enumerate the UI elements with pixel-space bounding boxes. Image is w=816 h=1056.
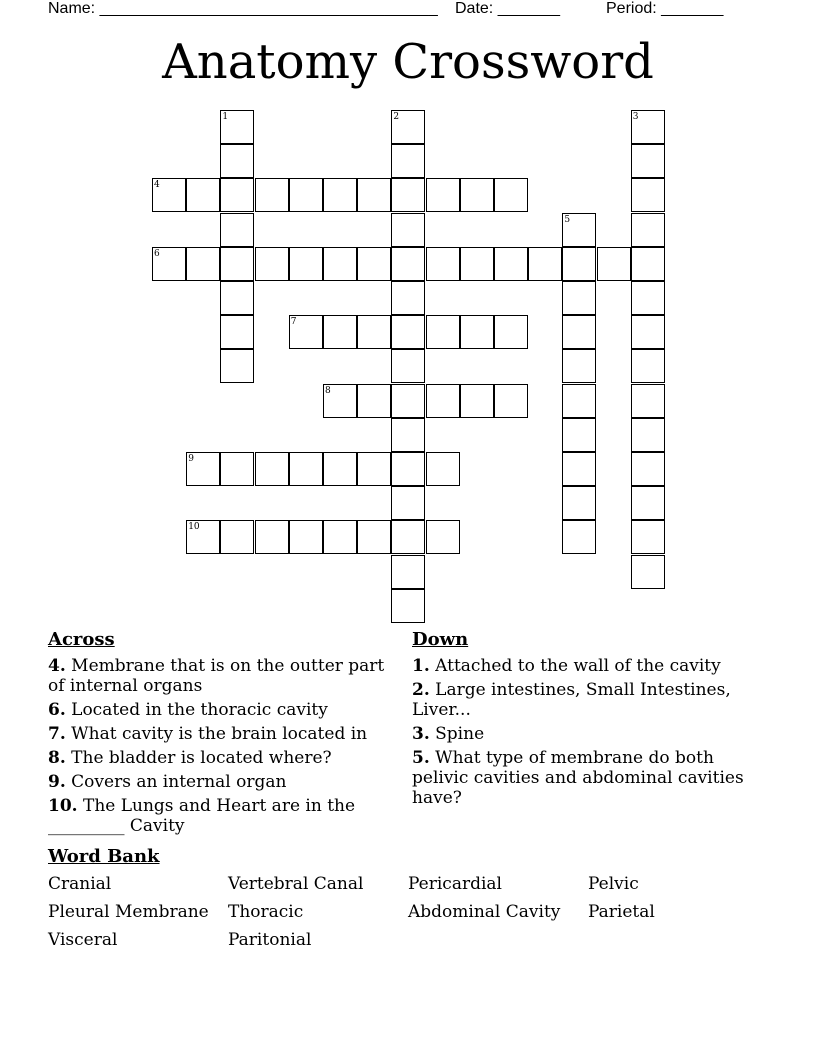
grid-cell[interactable] xyxy=(186,178,220,212)
grid-cell[interactable] xyxy=(631,486,665,520)
grid-cell[interactable] xyxy=(289,520,323,554)
grid-cell[interactable] xyxy=(391,247,425,281)
grid-cell[interactable] xyxy=(357,247,391,281)
grid-cell[interactable] xyxy=(220,247,254,281)
clue-number-label: 5. xyxy=(412,748,430,768)
clue-number: 6 xyxy=(154,248,160,259)
grid-cell[interactable] xyxy=(220,349,254,383)
grid-cell[interactable] xyxy=(391,144,425,178)
grid-cell[interactable] xyxy=(631,384,665,418)
grid-cell[interactable] xyxy=(289,178,323,212)
grid-cell[interactable] xyxy=(391,178,425,212)
grid-cell[interactable] xyxy=(255,452,289,486)
word-bank xyxy=(48,874,768,950)
grid-cell[interactable] xyxy=(597,247,631,281)
word-bank-item: Cranial xyxy=(48,874,112,894)
across-clue xyxy=(48,700,388,720)
grid-cell[interactable] xyxy=(186,247,220,281)
grid-cell[interactable] xyxy=(391,384,425,418)
grid-cell[interactable] xyxy=(255,178,289,212)
grid-cell[interactable] xyxy=(562,452,596,486)
across-clue xyxy=(48,724,388,744)
grid-cell[interactable] xyxy=(391,452,425,486)
grid-cell[interactable] xyxy=(631,349,665,383)
clue-number: 5 xyxy=(564,214,571,225)
clue-text: The bladder is located where? xyxy=(71,748,332,768)
grid-cell[interactable] xyxy=(220,315,254,349)
grid-cell[interactable] xyxy=(323,315,357,349)
grid-cell[interactable] xyxy=(289,452,323,486)
grid-cell[interactable] xyxy=(426,520,460,554)
grid-cell[interactable] xyxy=(426,247,460,281)
down-clue xyxy=(412,656,762,676)
grid-cell[interactable] xyxy=(460,178,494,212)
clue-text: Membrane that is on the outter part of internal organs xyxy=(48,656,385,696)
across-clue xyxy=(48,748,388,768)
clue-number-label: 6. xyxy=(48,700,66,720)
clue-number-label: 2. xyxy=(412,680,430,700)
word-bank-heading: Word Bank xyxy=(48,846,160,867)
page-title: Anatomy Crossword xyxy=(162,34,654,90)
grid-cell[interactable] xyxy=(631,213,665,247)
grid-cell[interactable] xyxy=(528,247,562,281)
grid-cell[interactable] xyxy=(562,520,596,554)
across-clue xyxy=(48,772,388,792)
clue-text: What cavity is the brain located in xyxy=(71,724,368,744)
grid-cell[interactable] xyxy=(562,315,596,349)
word-bank-item: Paritonial xyxy=(228,930,312,950)
grid-cell[interactable] xyxy=(323,178,357,212)
word-bank-item: Parietal xyxy=(588,902,655,922)
grid-cell[interactable] xyxy=(631,281,665,315)
date-field[interactable]: Date: _______ xyxy=(455,0,560,17)
grid-cell[interactable] xyxy=(391,281,425,315)
grid-cell[interactable] xyxy=(631,418,665,452)
grid-cell[interactable] xyxy=(220,178,254,212)
clue-number-label: 4. xyxy=(48,656,66,676)
grid-cell[interactable] xyxy=(562,486,596,520)
grid-cell[interactable] xyxy=(357,520,391,554)
word-bank-item: Thoracic xyxy=(228,902,304,922)
word-bank-item: Pleural Membrane xyxy=(48,902,209,922)
clue-text: The Lungs and Heart are in the _________ Cavity xyxy=(48,796,356,836)
grid-cell[interactable] xyxy=(391,315,425,349)
grid-cell[interactable] xyxy=(357,315,391,349)
clue-number: 2 xyxy=(393,112,400,122)
grid-cell[interactable] xyxy=(357,384,391,418)
down-clue xyxy=(412,748,762,808)
grid-cell[interactable] xyxy=(460,384,494,418)
grid-cell[interactable] xyxy=(426,178,460,212)
grid-cell[interactable] xyxy=(631,315,665,349)
grid-cell[interactable] xyxy=(426,452,460,486)
grid-cell[interactable] xyxy=(631,520,665,554)
grid-cell[interactable] xyxy=(391,349,425,383)
grid-cell[interactable] xyxy=(220,213,254,247)
grid-cell[interactable] xyxy=(562,247,596,281)
grid-cell[interactable] xyxy=(323,247,357,281)
clue-number-label: 10. xyxy=(48,796,78,816)
grid-cell[interactable] xyxy=(562,349,596,383)
across-clues xyxy=(48,630,388,840)
grid-cell[interactable] xyxy=(255,247,289,281)
grid-cell[interactable] xyxy=(391,589,425,623)
grid-cell[interactable] xyxy=(255,520,289,554)
across-heading: Across xyxy=(48,629,115,650)
word-bank-item: Abdominal Cavity xyxy=(408,902,561,922)
grid-cell[interactable] xyxy=(391,213,425,247)
grid-cell[interactable] xyxy=(220,144,254,178)
clue-number: 8 xyxy=(325,385,331,396)
clue-text: Located in the thoracic cavity xyxy=(71,700,328,720)
grid-cell[interactable] xyxy=(323,520,357,554)
clue-text: Large intestines, Small Intestines, Liver... xyxy=(412,680,731,720)
grid-cell[interactable] xyxy=(391,520,425,554)
word-bank-item: Pericardial xyxy=(408,874,502,894)
grid-cell[interactable] xyxy=(220,520,254,554)
grid-cell[interactable] xyxy=(391,418,425,452)
clue-number: 7 xyxy=(290,317,297,328)
grid-cell[interactable] xyxy=(494,384,528,418)
clue-number: 3 xyxy=(632,112,639,122)
grid-cell[interactable] xyxy=(494,247,528,281)
grid-cell[interactable] xyxy=(220,281,254,315)
clue-number: 10 xyxy=(188,522,200,533)
clue-number-label: 9. xyxy=(48,772,66,792)
down-clue xyxy=(412,724,762,744)
grid-cell[interactable] xyxy=(357,452,391,486)
down-clue xyxy=(412,680,762,720)
clue-number-label: 7. xyxy=(48,724,66,744)
clue-text: Covers an internal organ xyxy=(71,772,287,792)
word-bank-item: Visceral xyxy=(48,930,118,950)
clue-text: What type of membrane do both pelivic cavities and abdominal cavities have? xyxy=(412,748,744,808)
word-bank-item: Vertebral Canal xyxy=(228,874,364,894)
clue-number: 1 xyxy=(222,112,229,122)
period-field[interactable]: Period: _______ xyxy=(606,0,724,17)
clue-text: Attached to the wall of the cavity xyxy=(435,656,721,676)
down-heading: Down xyxy=(412,629,469,650)
grid-cell[interactable] xyxy=(631,178,665,212)
grid-cell[interactable] xyxy=(631,452,665,486)
grid-cell[interactable] xyxy=(494,315,528,349)
across-clue xyxy=(48,796,388,836)
clue-number-label: 1. xyxy=(412,656,430,676)
grid-cell[interactable] xyxy=(460,315,494,349)
grid-cell[interactable] xyxy=(562,384,596,418)
grid-cell[interactable] xyxy=(289,247,323,281)
down-clues xyxy=(412,630,762,812)
grid-cell[interactable] xyxy=(220,452,254,486)
grid-cell[interactable] xyxy=(391,486,425,520)
grid-cell[interactable] xyxy=(460,247,494,281)
grid-cell[interactable] xyxy=(631,144,665,178)
clue-text: Spine xyxy=(435,724,485,744)
grid-cell[interactable] xyxy=(562,418,596,452)
grid-cell[interactable] xyxy=(494,178,528,212)
clue-number: 4 xyxy=(154,180,160,191)
clue-number-label: 8. xyxy=(48,748,66,768)
grid-cell[interactable] xyxy=(323,452,357,486)
clue-number: 9 xyxy=(188,454,194,464)
grid-cell[interactable] xyxy=(631,247,665,281)
grid-cell[interactable] xyxy=(426,315,460,349)
grid-cell[interactable] xyxy=(391,555,425,589)
word-bank-item: Pelvic xyxy=(588,874,639,894)
name-field[interactable]: Name: ______________________________________ xyxy=(48,0,438,17)
grid-cell[interactable] xyxy=(631,555,665,589)
across-clue xyxy=(48,656,388,696)
grid-cell[interactable] xyxy=(357,178,391,212)
grid-cell[interactable] xyxy=(426,384,460,418)
grid-cell[interactable] xyxy=(562,281,596,315)
clue-number-label: 3. xyxy=(412,724,430,744)
